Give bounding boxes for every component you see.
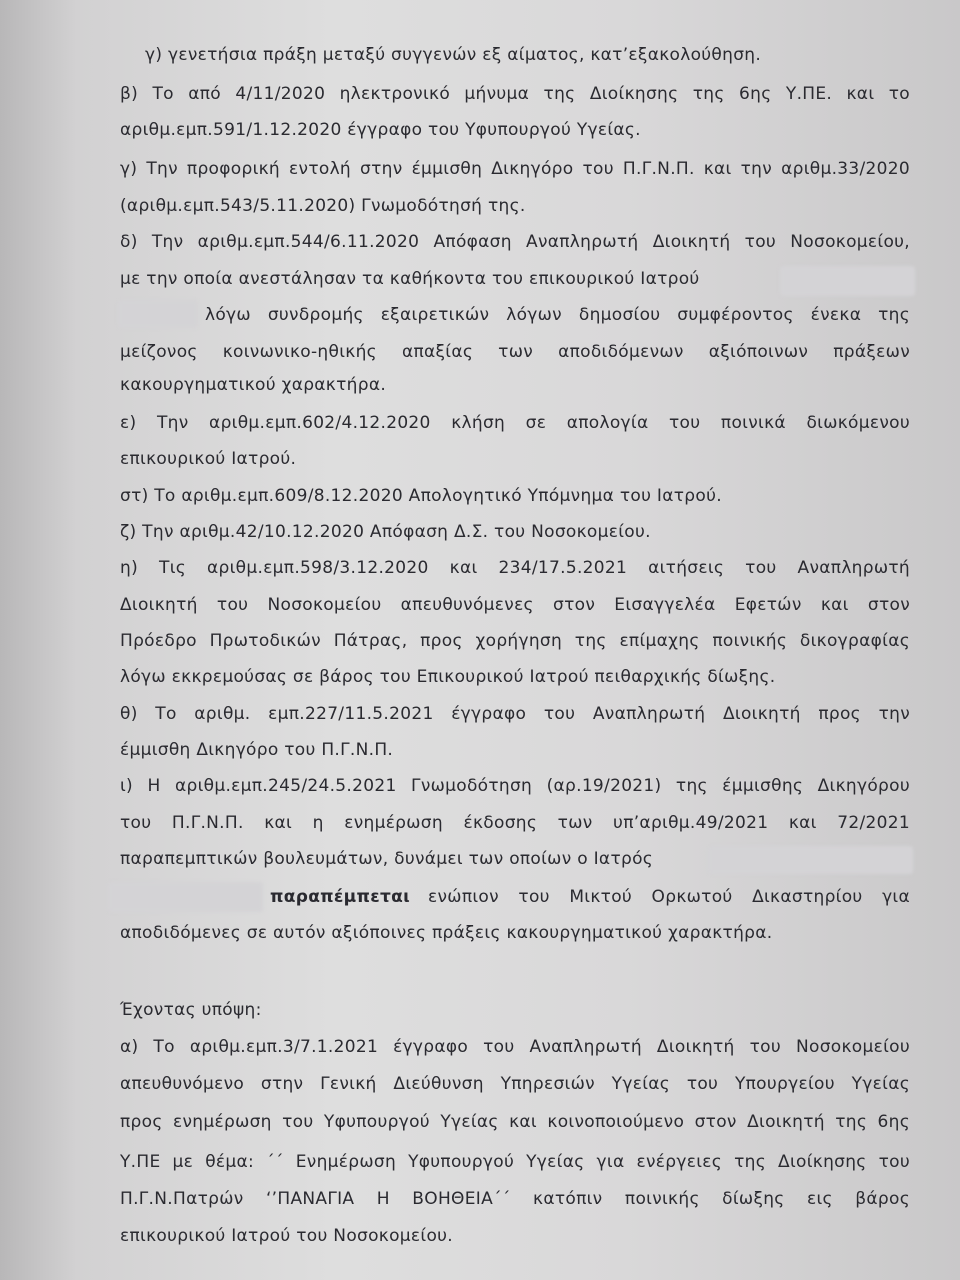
text-line: θ) Το αριθμ. εμπ.227/11.5.2021 έγγραφο του Αναπληρωτή Διοικητή προς την [120, 704, 910, 724]
text-line: δ) Την αριθμ.εμπ.544/6.11.2020 Απόφαση Αναπληρωτή Διοικητή του Νοσοκομείου, [120, 232, 910, 252]
text-line: γ) γενετήσια πράξη μεταξύ συγγενών εξ αίματος, κατ’εξακολούθηση. [145, 45, 762, 65]
text-line: μείζονος κοινωνικο-ηθικής απαξίας των αποδιδόμενων αξιόποινων πράξεων [120, 342, 910, 362]
text-line: ι) Η αριθμ.εμπ.245/24.5.2021 Γνωμοδότηση (αρ.19/2021) της έμμισθης Δικηγόρου [120, 776, 910, 796]
text-line: Πρόεδρο Πρωτοδικών Πάτρας, προς χορήγηση της επίμαχης ποινικής δικογραφίας [120, 631, 910, 651]
text-line: α) Το αριθμ.εμπ.3/7.1.2021 έγγραφο του Αναπληρωτή Διοικητή του Νοσοκομείου [120, 1037, 910, 1057]
redacted-name [780, 266, 915, 296]
text-line: του Π.Γ.Ν.Π. και η ενημέρωση έκδοσης των υπ’αριθμ.49/2021 και 72/2021 [120, 813, 910, 833]
text-line: απευθυνόμενο στην Γενική Διεύθυνση Υπηρεσιών Υγείας του Υπουργείου Υγείας [120, 1074, 910, 1094]
redacted-name [108, 882, 263, 912]
section-heading: Έχοντας υπόψη: [120, 1000, 262, 1020]
text-line: γ) Την προφορική εντολή στην έμμισθη Δικηγόρο του Π.Γ.Ν.Π. και την αριθμ.33/2020 [120, 159, 910, 179]
redacted-name [118, 300, 198, 328]
text-line: (αριθμ.εμπ.543/5.11.2020) Γνωμοδότησή της. [120, 196, 526, 216]
text-line-bold: παραπέμπεται [270, 887, 411, 907]
text-line: κακουργηματικού χαρακτήρα. [120, 375, 387, 395]
text-line: με την οποία ανεστάλησαν τα καθήκοντα του επικουρικού Ιατρού [120, 269, 700, 289]
text-line: αποδιδόμενες σε αυτόν αξιόποινες πράξεις κακουργηματικού χαρακτήρα. [120, 923, 773, 943]
text-line: ε) Την αριθμ.εμπ.602/4.12.2020 κλήση σε απολογία του ποινικά διωκόμενου [120, 413, 910, 433]
text-line: επικουρικού Ιατρού. [120, 449, 297, 469]
text-line: λόγω εκκρεμούσας σε βάρος του Επικουρικού Ιατρού πειθαρχικής δίωξης. [120, 667, 776, 687]
text-line: Διοικητή του Νοσοκομείου απευθυνόμενες στον Εισαγγελέα Εφετών και στον [120, 595, 910, 615]
text-line: β) Το από 4/11/2020 ηλεκτρονικό μήνυμα της Διοίκησης της 6ης Υ.ΠΕ. και το [120, 84, 910, 104]
text-line: στ) Το αριθμ.εμπ.609/8.12.2020 Απολογητικό Υπόμνημα του Ιατρού. [120, 486, 722, 506]
text-line: έμμισθη Δικηγόρο του Π.Γ.Ν.Π. [120, 740, 394, 760]
text-line: Υ.ΠΕ με θέμα: ΄΄ Ενημέρωση Υφυπουργού Υγείας για ενέργειες της Διοίκησης του [120, 1152, 910, 1172]
text-line: η) Τις αριθμ.εμπ.598/3.12.2020 και 234/17.5.2021 αιτήσεις του Αναπληρωτή [120, 558, 910, 578]
redacted-name [708, 846, 913, 874]
text-line: Π.Γ.Ν.Πατρών ‘’ΠΑΝΑΓΙΑ Η ΒΟΗΘΕΙΑ΄΄ κατόπιν ποινικής δίωξης εις βάρος [120, 1189, 910, 1209]
text-line: αριθμ.εμπ.591/1.12.2020 έγγραφο του Υφυπουργού Υγείας. [120, 120, 641, 140]
text-line: παραπεμπτικών βουλευμάτων, δυνάμει των οποίων ο Ιατρός [120, 849, 654, 869]
text-line: ενώπιον του Μικτού Ορκωτού Δικαστηρίου για [428, 887, 910, 907]
text-line: λόγω συνδρομής εξαιρετικών λόγων δημοσίου συμφέροντος ένεκα της [205, 305, 910, 325]
text-line: ζ) Την αριθμ.42/10.12.2020 Απόφαση Δ.Σ. του Νοσοκομείου. [120, 522, 651, 542]
text-line: προς ενημέρωση του Υφυπουργού Υγείας και κοινοποιούμενο στον Διοικητή της 6ης [120, 1112, 910, 1132]
text-line: επικουρικού Ιατρού του Νοσοκομείου. [120, 1226, 454, 1246]
